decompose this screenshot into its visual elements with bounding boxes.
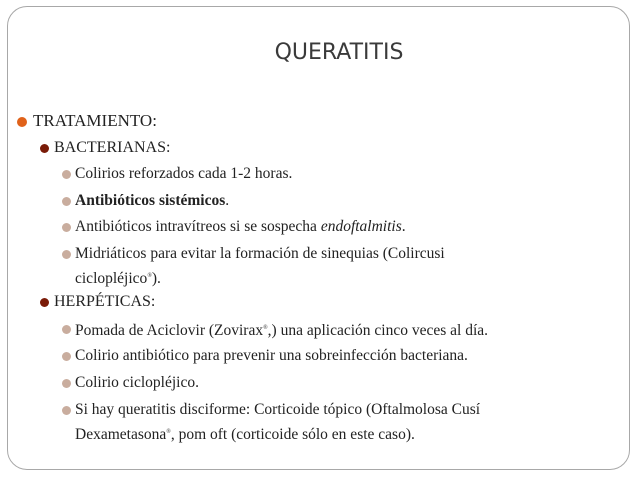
text: Dexametasona (75, 426, 167, 444)
bullet-level3-icon (62, 352, 71, 361)
registered-mark: ® (147, 273, 152, 279)
item-colirio-cicloplejico: Colirio ciclopléjico. (75, 374, 199, 391)
bullet-level2-icon (40, 144, 49, 153)
bullet-level3-icon (62, 223, 71, 232)
item-queratitis-disciforme-line2 (75, 422, 415, 445)
item-colirio-antibiotico: Colirio antibiótico para prevenir una sobreinfección bacteriana. (75, 347, 468, 364)
punctuation: . (401, 218, 406, 235)
item-bacterianas: BACTERIANAS: (54, 139, 171, 156)
item-colirios-reforzados: Colirios reforzados cada 1-2 horas. (75, 165, 293, 182)
item-tratamiento: TRATAMIENTO: (33, 111, 157, 130)
punctuation: . (225, 192, 230, 209)
item-antibioticos-intravitreos (75, 216, 406, 237)
bullet-level3-icon (62, 250, 71, 259)
bullet-level3-icon (62, 406, 71, 415)
item-pomada-aciclovir (75, 318, 488, 341)
bullet-level3-icon (62, 325, 71, 334)
italic-text: endoftalmitis (320, 218, 402, 235)
text: Pomada de Aciclovir (Zovirax (75, 322, 264, 340)
bold-text: Antibióticos sistémicos (75, 192, 226, 209)
registered-mark: ® (166, 429, 171, 435)
item-midriaticos-line1: Midriáticos para evitar la formación de sinequias (Colircusi (75, 245, 445, 262)
text: Antibióticos intravítreos si se sospecha (75, 218, 321, 235)
bullet-level3-icon (62, 197, 71, 206)
bullet-level1-icon (17, 117, 27, 127)
text: , pom oft (corticoide sólo en este caso). (170, 426, 415, 444)
item-midriaticos-line2 (75, 266, 161, 289)
text: ). (151, 270, 161, 288)
bullet-level3-icon (62, 170, 71, 179)
item-herpeticas: HERPÉTICAS: (54, 293, 156, 310)
text: ciclopléjico (75, 270, 148, 288)
registered-mark: ® (263, 325, 268, 331)
bullet-level2-icon (40, 298, 49, 307)
item-queratitis-disciforme-line1: Si hay queratitis disciforme: Corticoide tópico (Oftalmolosa Cusí (75, 401, 481, 418)
text: ,) una aplicación cinco veces al día. (267, 322, 489, 340)
item-antibioticos-sistemicos (75, 190, 229, 211)
bullet-level3-icon (62, 379, 71, 388)
slide-title: QUERATITIS (274, 40, 404, 65)
